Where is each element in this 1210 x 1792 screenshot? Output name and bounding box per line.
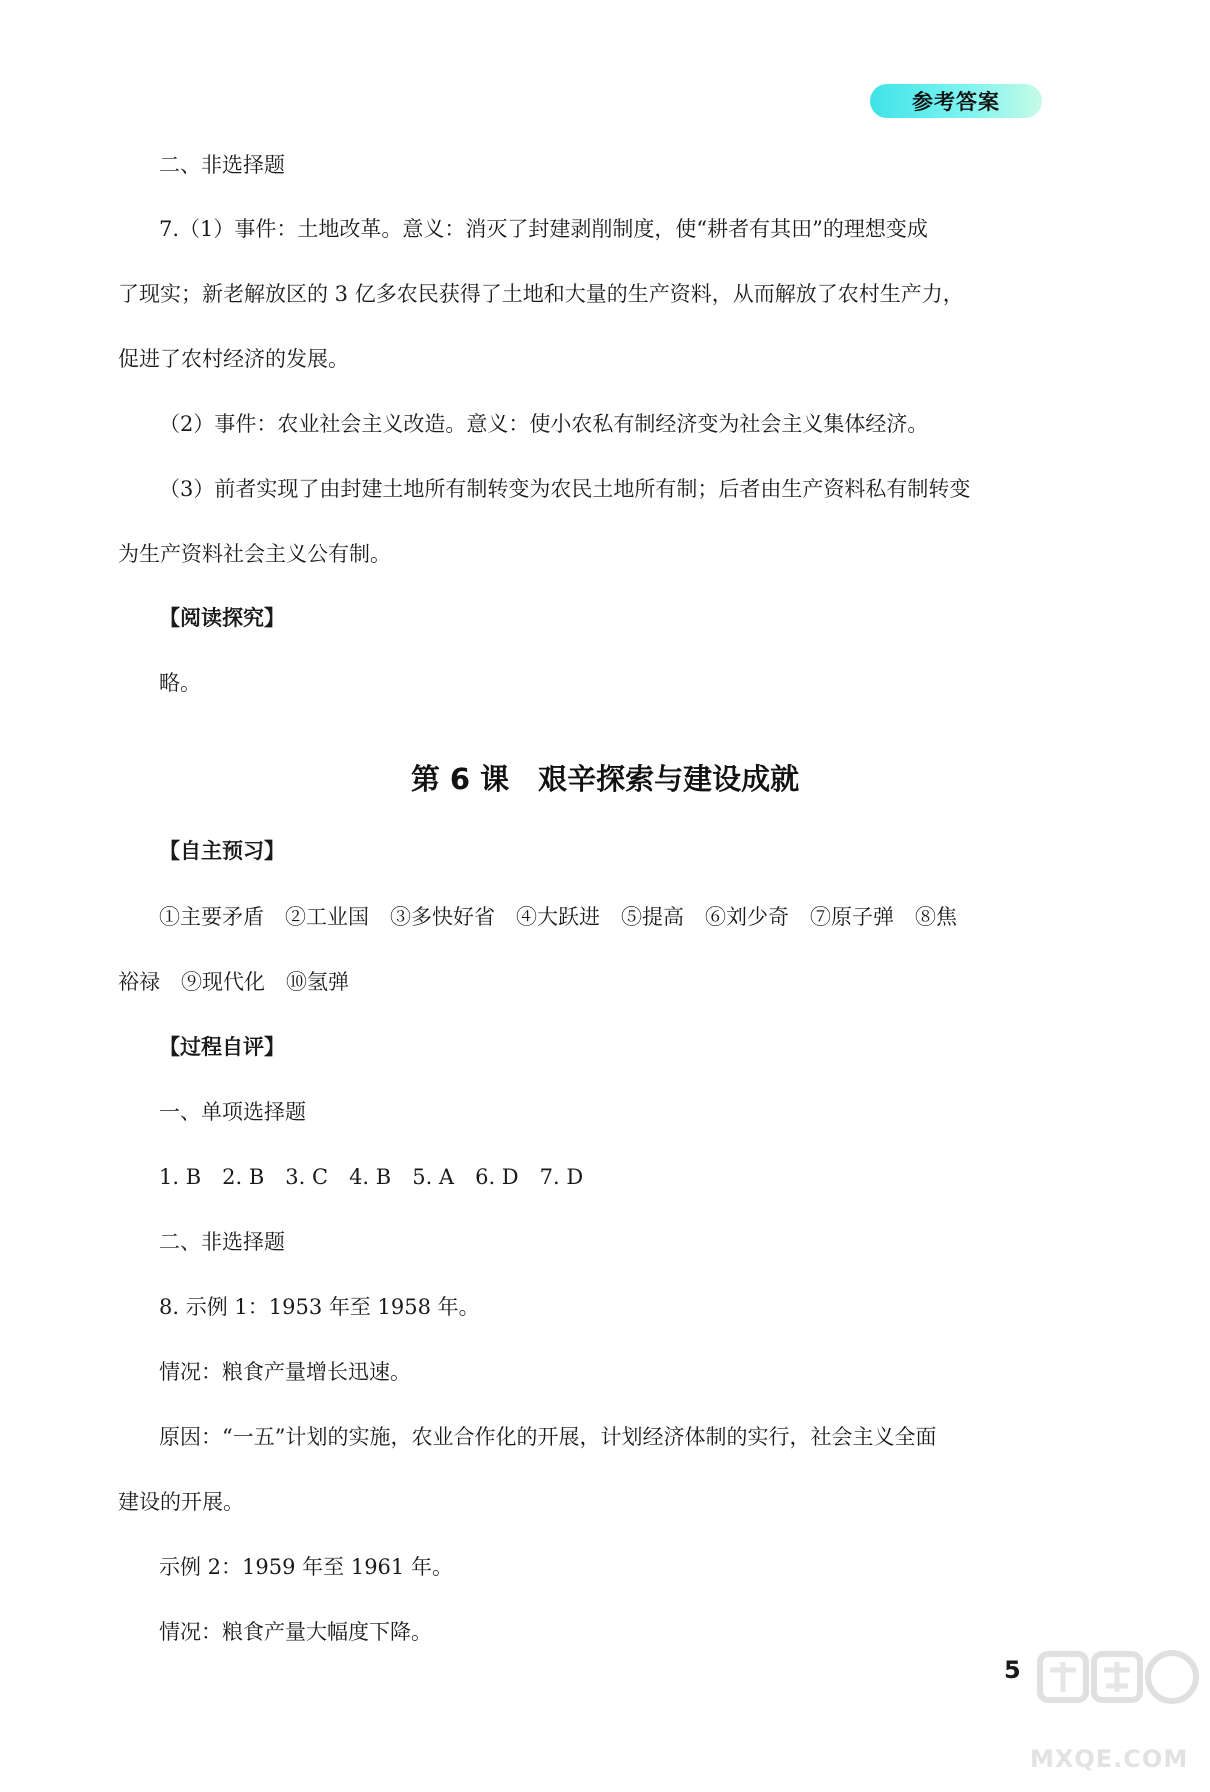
reading-answer: 略。 [159,671,201,695]
process-heading: 【过程自评】 [159,1035,285,1059]
single-choice-answers: 1. B 2. B 3. C 4. B 5. A 6. D 7. D [159,1165,584,1189]
q8-situation-1: 情况：粮食产量增长迅速。 [159,1360,411,1384]
q7-line-1: 7.（1）事件：土地改革。意义：消灭了封建剥削制度，使“耕者有其田”的理想变成 [159,217,928,241]
q8-situation-2: 情况：粮食产量大幅度下降。 [159,1620,432,1644]
single-choice-heading: 一、单项选择题 [159,1100,306,1124]
nonchoice-heading-2: 二、非选择题 [159,1230,285,1254]
q7-part-3-line-2: 为生产资料社会主义公有制。 [118,542,391,566]
lesson-title: 第 6 课 艰辛探索与建设成就 [410,762,800,796]
q8-example-2: 示例 2：1959 年至 1961 年。 [159,1555,453,1579]
preview-heading: 【自主预习】 [159,839,285,863]
answer-key-badge: 参考答案 [870,84,1042,118]
preview-line-1: ①主要矛盾 ②工业国 ③多快好省 ④大跃进 ⑤提高 ⑥刘少奇 ⑦原子弹 ⑧焦 [159,905,957,929]
page-number: 5 [1004,1656,1021,1684]
q7-part-2: （2）事件：农业社会主义改造。意义：使小农私有制经济变为社会主义集体经济。 [159,412,929,436]
q8-reason-1-line-1: 原因：“一五”计划的实施，农业合作化的开展，计划经济体制的实行，社会主义全面 [159,1425,937,1449]
q7-line-2: 了现实；新老解放区的 3 亿多农民获得了土地和大量的生产资料，从而解放了农村生产力， [118,282,964,306]
q7-line-3: 促进了农村经济的发展。 [118,347,349,371]
q7-part-3-line-1: （3）前者实现了由封建土地所有制转变为农民土地所有制；后者由生产资料私有制转变 [159,477,971,501]
q8-reason-1-line-2: 建设的开展。 [118,1490,244,1514]
watermark-text: MXQE.COM [1030,1745,1189,1773]
heading-nonchoice: 二、非选择题 [159,153,285,177]
reading-heading: 【阅读探究】 [159,606,285,630]
preview-line-2: 裕禄 ⑨现代化 ⑩氢弹 [118,970,349,994]
q8-example-1: 8. 示例 1：1953 年至 1958 年。 [159,1295,480,1319]
